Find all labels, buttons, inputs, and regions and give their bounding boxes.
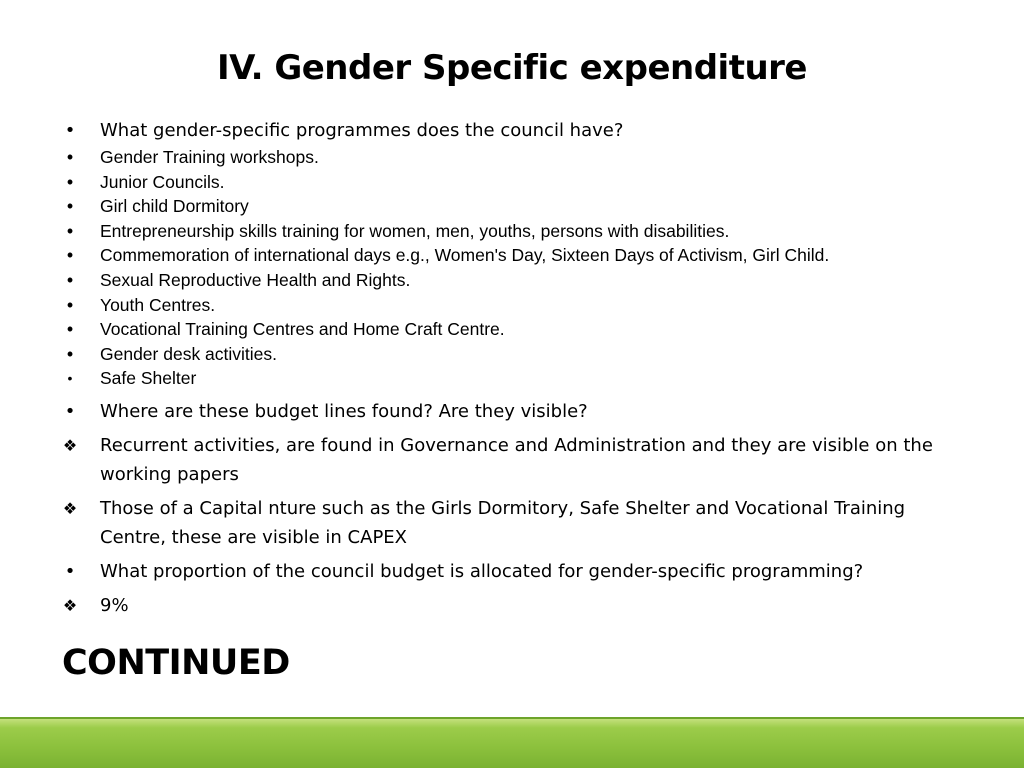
bullet-icon: • (64, 400, 76, 422)
answer-item (56, 431, 956, 489)
item-text: 9% (100, 594, 129, 616)
bullet-icon: • (66, 319, 74, 340)
bullet-icon: • (66, 147, 74, 167)
footer-bar (0, 717, 1024, 768)
item-text: Entrepreneurship skills training for women, men, youths, persons with disabilities. (100, 220, 730, 241)
list-item (56, 366, 956, 391)
item-text: Those of a Capital nture such as the Girls Dormitory, Safe Shelter and Vocational Training Centre, these are visible in CAPEX (100, 497, 906, 548)
list-item (56, 170, 956, 195)
item-text: What proportion of the council budget is allocated for gender-specific programming? (100, 560, 864, 582)
list-item (56, 219, 956, 244)
diamond-bullet-icon: ❖ (62, 435, 78, 455)
list-item (56, 293, 956, 318)
item-text: Junior Councils. (100, 171, 225, 192)
bullet-icon: • (67, 370, 73, 387)
answer-item (56, 494, 956, 552)
question-item (56, 557, 956, 586)
item-text: Where are these budget lines found? Are they visible? (100, 400, 588, 422)
list-item (56, 268, 956, 293)
diamond-bullet-icon: ❖ (62, 498, 78, 518)
item-text: Youth Centres. (100, 294, 216, 315)
bullet-icon: • (66, 343, 74, 364)
bullet-icon: • (66, 245, 74, 266)
list-item (56, 243, 956, 268)
bullet-icon: • (64, 560, 76, 582)
item-text: Commemoration of international days e.g., Women's Day, Sixteen Days of Activism, Girl Child. (100, 245, 830, 266)
question-item (56, 397, 956, 426)
item-text: Vocational Training Centres and Home Craft Centre. (100, 319, 505, 340)
bullet-icon: • (66, 196, 74, 217)
bullet-list (56, 116, 956, 625)
list-item (56, 317, 956, 342)
list-item (56, 194, 956, 219)
bullet-icon: • (64, 120, 76, 141)
item-text: Gender desk activities. (100, 343, 278, 364)
answer-item (56, 591, 956, 620)
item-text: Gender Training workshops. (100, 147, 319, 167)
continued-label: CONTINUED (62, 643, 290, 683)
question-item (56, 116, 956, 145)
slide-title: IV. Gender Specific expenditure (216, 48, 807, 88)
item-text: Sexual Reproductive Health and Rights. (100, 269, 411, 290)
item-text: Girl child Dormitory (100, 196, 249, 217)
bullet-icon: • (66, 220, 74, 241)
bullet-icon: • (66, 171, 74, 192)
list-item (56, 145, 956, 170)
item-text: Recurrent activities, are found in Governance and Administration and they are visible on the working papers (100, 434, 933, 485)
item-text: What gender-specific programmes does the council have? (100, 120, 624, 141)
diamond-bullet-icon: ❖ (62, 595, 78, 615)
bullet-icon: • (66, 269, 74, 290)
item-text: Safe Shelter (100, 368, 197, 389)
bullet-icon: • (66, 294, 74, 315)
list-item (56, 342, 956, 367)
